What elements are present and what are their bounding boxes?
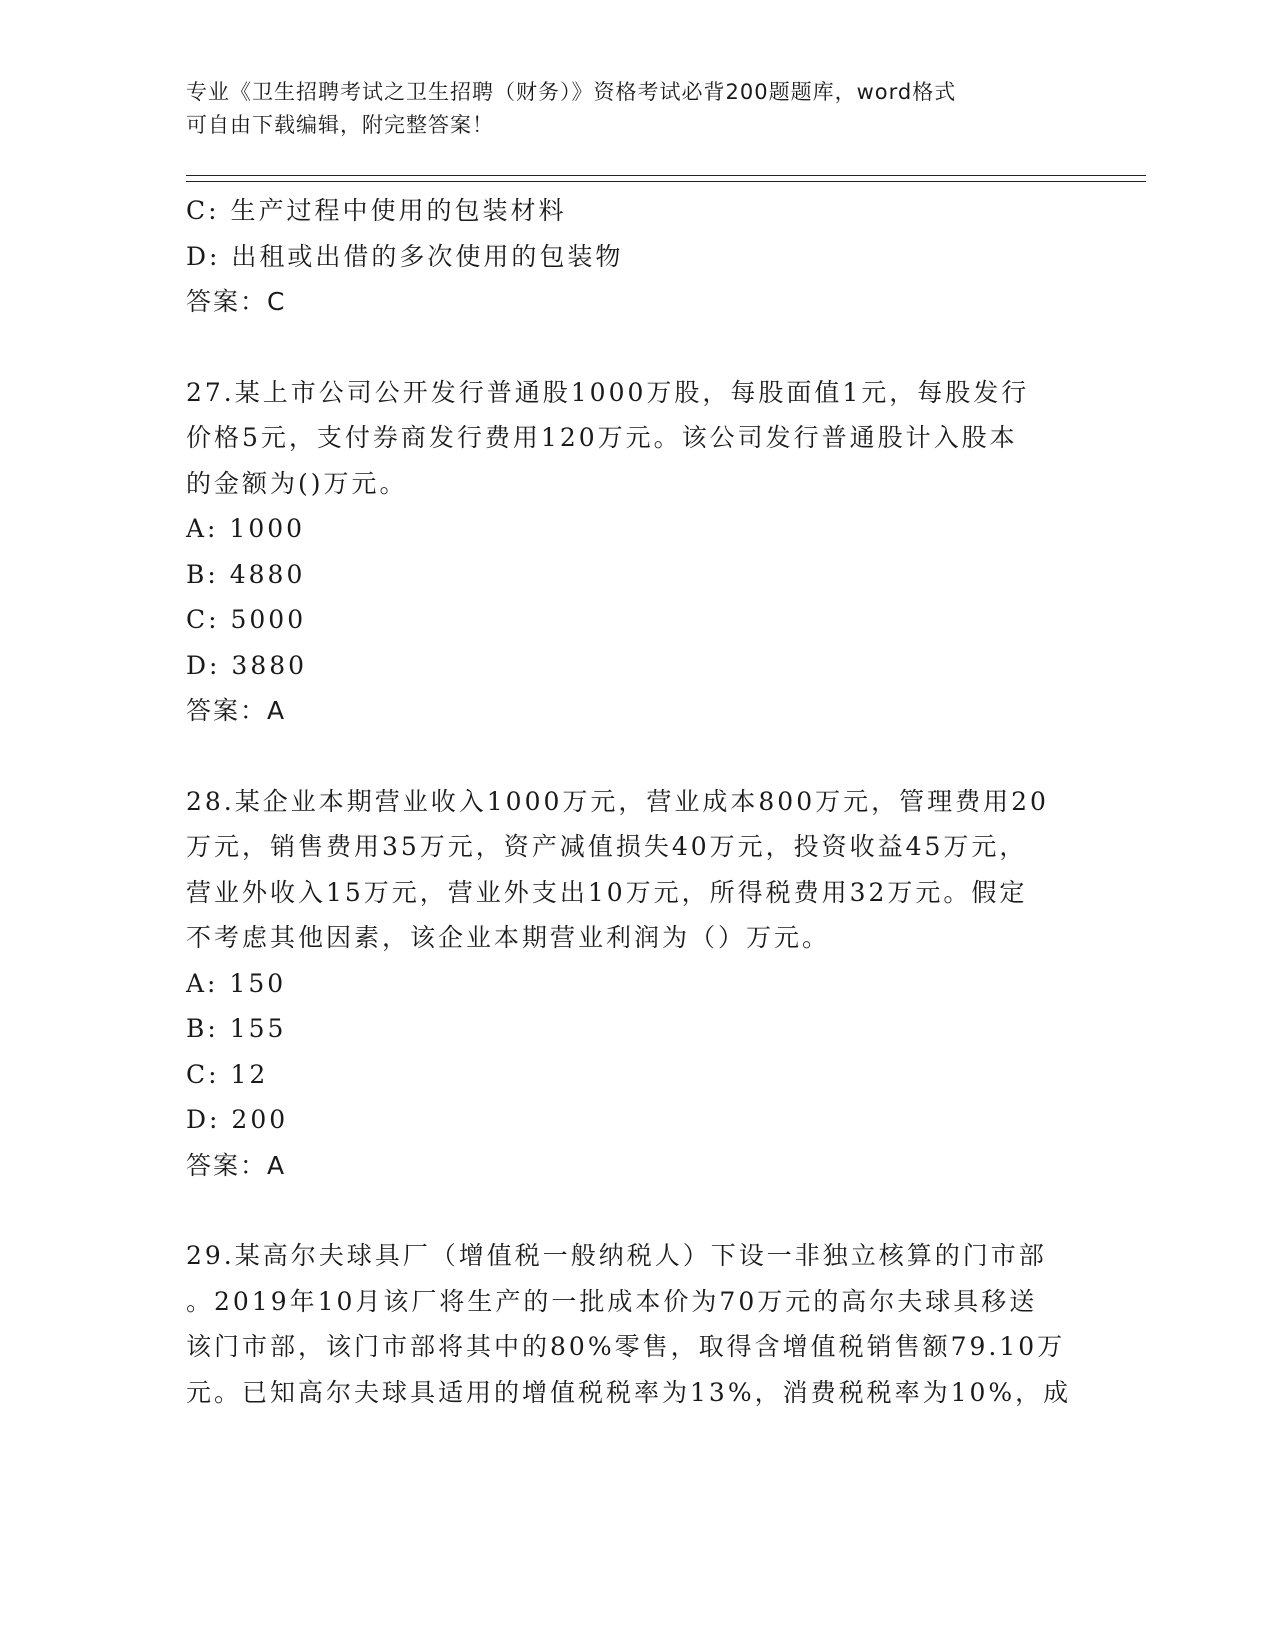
document-header [186, 76, 1066, 142]
question-stem-line: 该门市部，该门市部将其中的80%零售，取得含增值税销售额79.10万 [186, 1332, 1066, 1361]
question-stem-line: 的金额为()万元。 [186, 468, 408, 498]
option-d: D: 200 [186, 1105, 289, 1134]
option-c: C: 12 [186, 1059, 269, 1089]
answer-label: 答案：C [186, 287, 287, 316]
question-stem-line: 29.某高尔夫球具厂（增值税一般纳税人）下设一非独立核算的门市部 [186, 1241, 1047, 1270]
answer-label: 答案：A [186, 696, 287, 725]
option-b: B: 4880 [186, 559, 306, 589]
question-stem-line: 。2019年10月该厂将生产的一批成本价为70万元的高尔夫球具移送 [186, 1286, 1038, 1316]
header-divider-bottom [186, 181, 1146, 182]
spacer [186, 325, 1086, 370]
question-29 [186, 1233, 1086, 1415]
question-stem-line: 万元，销售费用35万元，资产减值损失40万元，投资收益45万元， [186, 832, 1028, 861]
question-26-tail [186, 188, 1086, 325]
header-title-line-1: 专业《卫生招聘考试之卫生招聘（财务）》资格考试必背200题题库，word格式 [186, 80, 957, 104]
spacer [186, 1188, 1086, 1233]
question-27 [186, 370, 1086, 734]
answer-label: 答案：A [186, 1150, 287, 1180]
spacer [186, 734, 1086, 779]
option-d: D: 3880 [186, 650, 308, 680]
question-stem-line: 营业外收入15万元，营业外支出10万元，所得税费用32万元。假定 [186, 877, 1028, 907]
question-28 [186, 779, 1086, 1189]
question-stem-line: 价格5元，支付券商发行费用120万元。该公司发行普通股计入股本 [186, 423, 1018, 452]
question-stem-line: 不考虑其他因素，该企业本期营业利润为（）万元。 [186, 923, 831, 952]
option-d: D: 出租或出借的多次使用的包装物 [186, 241, 624, 271]
option-c: C: 生产过程中使用的包装材料 [186, 196, 567, 225]
question-list [186, 188, 1086, 1415]
option-a: A: 150 [186, 968, 287, 998]
option-c: C: 5000 [186, 605, 307, 634]
question-stem-line: 元。已知高尔夫球具适用的增值税税率为13%，消费税税率为10%，成 [186, 1377, 1072, 1407]
option-a: A: 1000 [186, 514, 306, 543]
header-title-line-2: 可自由下载编辑，附完整答案！ [186, 113, 494, 137]
question-stem-line: 28.某企业本期营业收入1000万元，营业成本800万元，管理费用20 [186, 786, 1049, 816]
header-divider-top [186, 175, 1146, 176]
option-b: B: 155 [186, 1014, 287, 1043]
question-stem-line: 27.某上市公司公开发行普通股1000万股，每股面值1元，每股发行 [186, 377, 1030, 407]
